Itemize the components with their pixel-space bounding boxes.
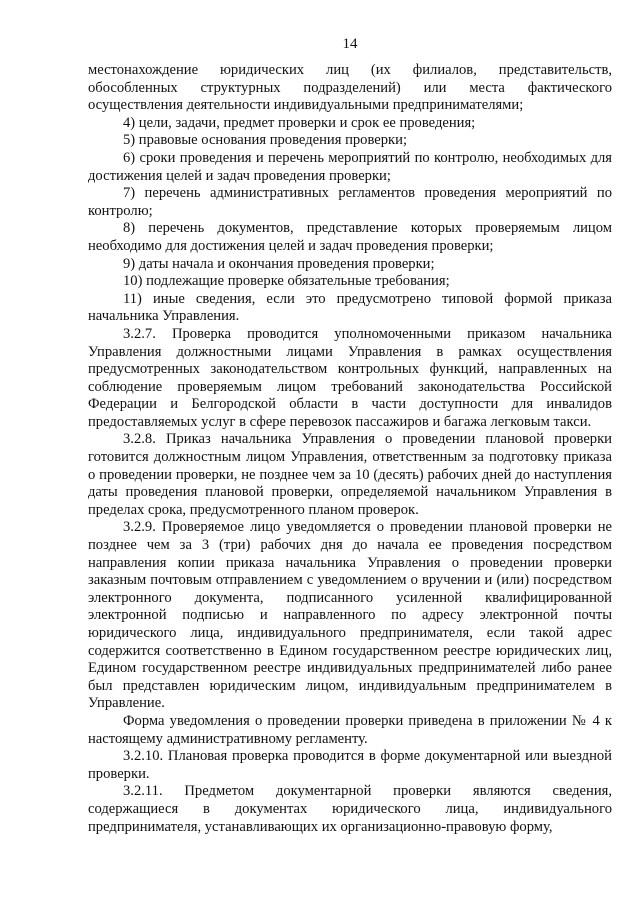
section-3-2-10: 3.2.10. Плановая проверка проводится в форме документарной или выездной проверки. — [88, 748, 612, 782]
list-item-4: 4) цели, задачи, предмет проверки и срок ее проведения; — [123, 114, 476, 131]
section-3-2-8: 3.2.8. Приказ начальника Управления о проведении плановой проверки готовится должностным лицом Управления, ответственным за подготовку приказа о проведении проверки, не позднее чем за 10 (десять) рабочих дней до наступления даты проведения плановой проверки, определяемой начальником Управления в пределах срока, предусмотренного планом проверок. — [88, 431, 612, 518]
section-3-2-9: 3.2.9. Проверяемое лицо уведомляется о проведении плановой проверки не позднее чем за 3 (три) рабочих дня до начала ее проведения посредством направления копии приказа начальника Управления о проведении проверки заказным почтовым отправлением с уведомлением о вручении и (или) посредством электронного документа, подписанного усиленной квалифицированной электронной подписью и направленного по адресу электронной почты юридического лица, индивидуального предпринимателя, если такой адрес содержится соответственно в Едином государственном реестре юридических лиц, Едином государственном реестре индивидуальных предпринимателей либо ранее был представлен юридическим лицом, индивидуальным предпринимателем в Управление. — [88, 519, 612, 712]
list-item-9: 9) даты начала и окончания проведения проверки; — [123, 255, 435, 272]
section-3-2-7: 3.2.7. Проверка проводится уполномоченными приказом начальника Управления должностными лицами Управления в рамках осуществления предусмотренных законодательством контрольных функций, направленных на соблюдение проверяемым лицом требований законодательства Российской Федерации и Белгородской области в части доступности для инвалидов предоставляемых услуг в сфере перевозок пассажиров и багажа легковым такси. — [88, 325, 612, 430]
list-item-5: 5) правовые основания проведения проверки; — [123, 132, 408, 149]
section-3-2-11: 3.2.11. Предметом документарной проверки являются сведения, содержащиеся в документах юридического лица, индивидуального предпринимателя, устанавливающих их организационно-правовую форму, — [88, 783, 612, 835]
notification-form-paragraph: Форма уведомления о проведении проверки приведена в приложении № 4 к настоящему административному регламенту. — [88, 712, 612, 747]
document-page — [88, 34, 612, 836]
paragraph-location: местонахождение юридических лиц (их филиалов, представительств, обособленных структурных подразделений) или места фактического осуществления деятельности индивидуальными предпринимателями; — [88, 62, 612, 114]
list-item-8: 8) перечень документов, представление которых проверяемым лицом необходимо для достижения целей и задач проведения проверки; — [88, 220, 612, 254]
list-item-7: 7) перечень административных регламентов проведения мероприятий по контролю; — [88, 185, 612, 219]
list-item-6: 6) сроки проведения и перечень мероприятий по контролю, необходимых для достижения целей и задач проведения проверки; — [88, 149, 612, 184]
page-number: 14 — [342, 36, 358, 52]
list-item-10: 10) подлежащие проверке обязательные требования; — [123, 273, 450, 290]
list-item-11: 11) иные сведения, если это предусмотрено типовой формой приказа начальника Управления. — [88, 290, 612, 325]
